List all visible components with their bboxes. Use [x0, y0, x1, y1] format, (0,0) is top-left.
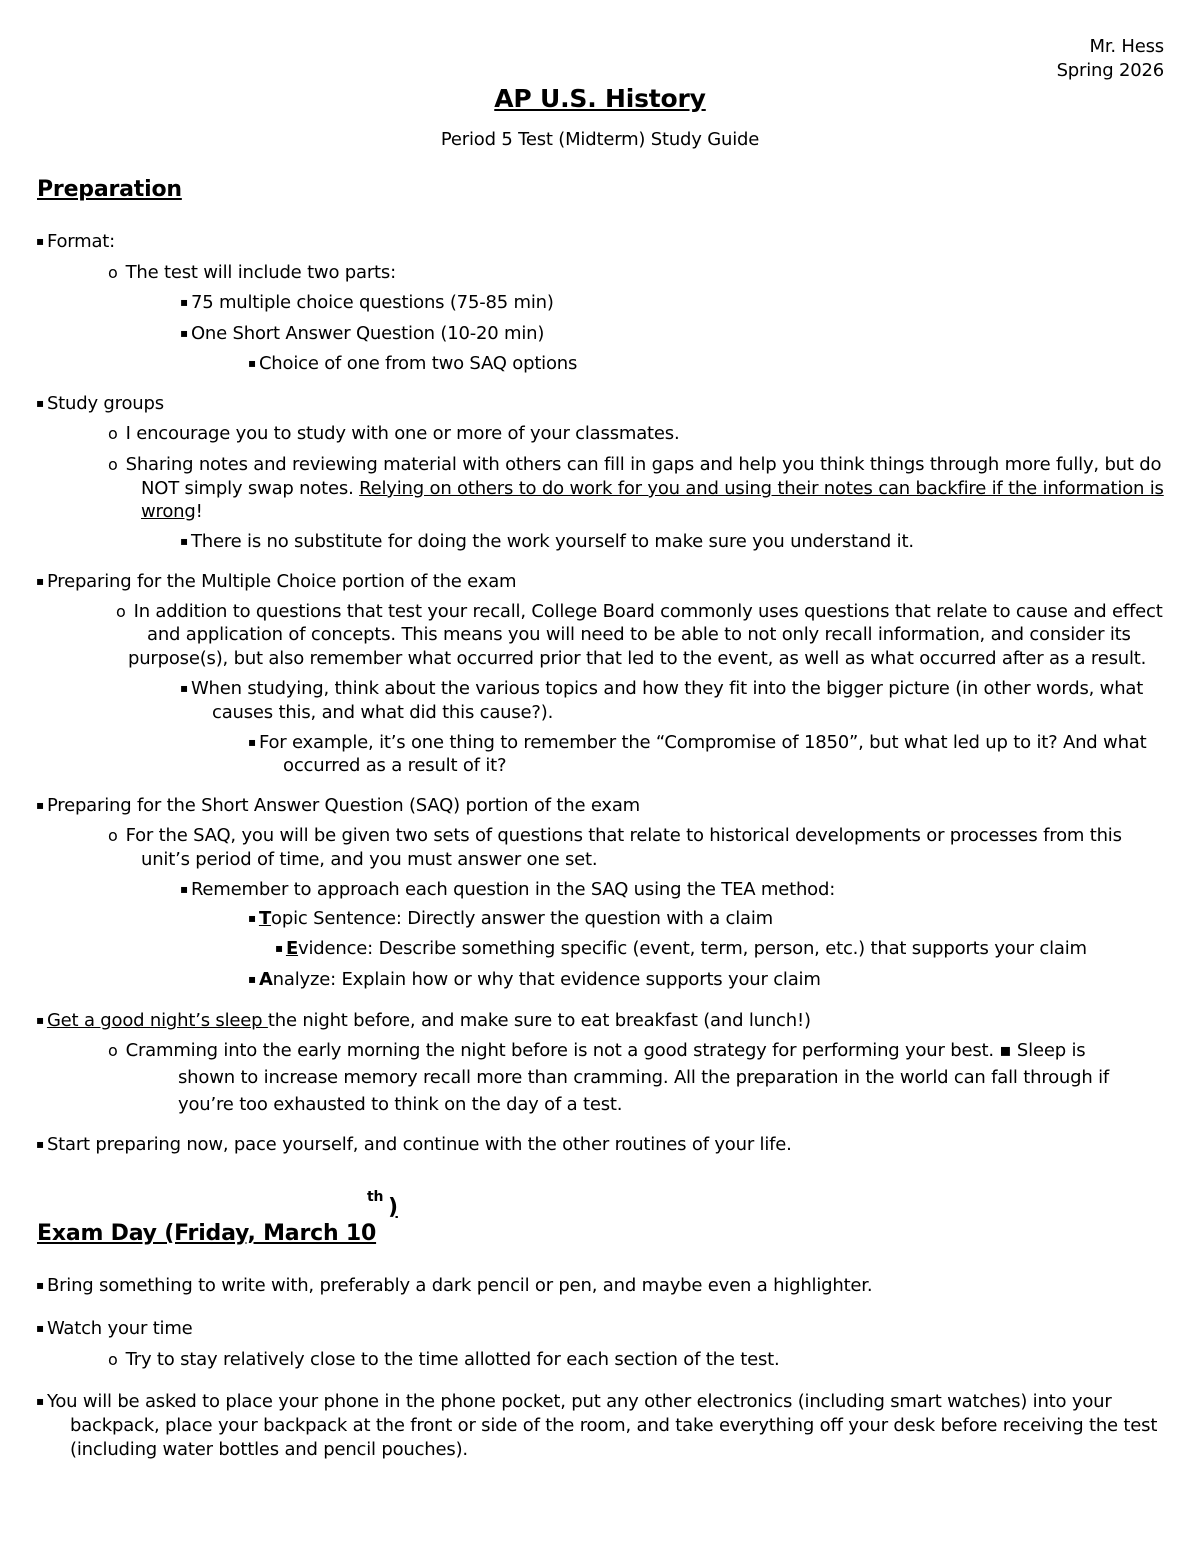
mc-line2: and application of concepts. This means you will need to be able to not only recall information, and consider its	[147, 624, 1131, 645]
bullet-marker: ▪	[36, 1013, 44, 1027]
tea-a-letter: A	[258, 969, 273, 990]
format-part2-text: One Short Answer Question (10-20 min)	[190, 323, 545, 344]
tea-topic	[248, 907, 773, 932]
bullet-marker: ▪	[36, 1394, 44, 1408]
cram-line1-text: Cramming into the early morning the night before is not a good strategy for performing your best. ▪ Sleep is	[125, 1040, 1086, 1061]
saq-tea-intro-text: Remember to approach each question in the SAQ using the TEA method:	[190, 879, 836, 900]
mc-example-line2: occurred as a result of it?	[283, 755, 507, 776]
saq-label: Preparing for the Short Answer Question (SAQ) portion of the exam	[46, 795, 641, 816]
tea-t-letter: T	[258, 908, 272, 929]
bullet-marker: ▪	[248, 911, 256, 925]
saq-tea-intro	[180, 878, 835, 903]
preparation-heading: Preparation	[37, 177, 182, 202]
bullet-marker: ▪	[36, 1137, 44, 1151]
bullet-marker: ▪	[36, 1321, 44, 1335]
study-sharing-text: Sharing notes and reviewing material with others can fill in gaps and help you think things through more fully, but do	[125, 454, 1162, 475]
heading-superscript: th	[367, 1189, 384, 1205]
bullet-marker: ▪	[36, 1278, 44, 1292]
study-sharing-line2	[141, 477, 1164, 501]
circle-marker: o	[116, 602, 126, 621]
watch-item	[36, 1317, 193, 1342]
saq-line2: unit’s period of time, and you must answer one set.	[141, 849, 598, 870]
start-text: Start preparing now, pace yourself, and continue with the other routines of your life.	[46, 1134, 792, 1155]
sharing-exclaim: !	[195, 501, 203, 522]
circle-marker: o	[108, 826, 118, 845]
mc-studying-line1	[180, 677, 1143, 702]
bullet-marker: ▪	[180, 681, 188, 695]
sleep-rest: the night before, and make sure to eat breakfast (and lunch!)	[267, 1010, 811, 1031]
mc-studying-line2: causes this, and what did this cause?).	[212, 702, 554, 723]
format-part2	[180, 322, 544, 347]
page-title: AP U.S. History	[494, 84, 706, 113]
bullet-marker: ▪	[248, 735, 256, 749]
mc-line1-text: In addition to questions that test your recall, College Board commonly uses questions that relate to cause and effect	[133, 601, 1163, 622]
format-part1	[180, 291, 554, 316]
bullet-marker: ▪	[180, 326, 188, 340]
bullet-marker: ▪	[36, 798, 44, 812]
bullet-marker: ▪	[36, 234, 44, 248]
bullet-marker: ▪	[180, 882, 188, 896]
sharing-underlined-text: Relying on others to do work for you and using their notes can backfire if the information is	[359, 478, 1164, 499]
teacher-name: Mr. Hess	[1089, 36, 1164, 57]
format-intro	[108, 261, 396, 285]
tea-t-text: opic Sentence: Directly answer the question with a claim	[271, 908, 773, 929]
mc-example-text: For example, it’s one thing to remember the “Compromise of 1850”, but what led up to it? And what	[258, 732, 1147, 753]
circle-marker: o	[108, 263, 118, 282]
format-label: Format:	[46, 231, 116, 252]
circle-marker: o	[108, 1041, 118, 1060]
no-substitute-text: There is no substitute for doing the work yourself to make sure you understand it.	[190, 531, 914, 552]
tea-evidence	[275, 937, 1087, 962]
cram-line1	[108, 1039, 1085, 1063]
start-item	[36, 1133, 792, 1158]
bring-item	[36, 1274, 872, 1299]
circle-marker: o	[108, 1350, 118, 1369]
bullet-marker: ▪	[180, 295, 188, 309]
tea-e-text: vidence: Describe something specific (event, term, person, etc.) that supports your claim	[298, 938, 1087, 959]
term-label: Spring 2026	[1056, 60, 1164, 81]
study-encourage-text: I encourage you to study with one or more of your classmates.	[125, 423, 680, 444]
bullet-marker: ▪	[180, 534, 188, 548]
saq-item	[36, 794, 640, 819]
bullet-marker: ▪	[36, 574, 44, 588]
format-intro-text: The test will include two parts:	[125, 262, 396, 283]
study-groups-item	[36, 392, 164, 417]
mc-item	[36, 570, 516, 595]
exam-day-heading: Exam Day (Friday, March 10	[37, 1221, 377, 1246]
phone-line2: backpack, place your backpack at the front or side of the room, and take everything off your desk before receiving the test	[70, 1415, 1158, 1436]
mc-studying-text: When studying, think about the various topics and how they fit into the bigger picture (in other words, what	[190, 678, 1144, 699]
format-part1-text: 75 multiple choice questions (75-85 min)	[190, 292, 554, 313]
sleep-item	[36, 1009, 811, 1034]
phone-line3: (including water bottles and pencil pouches).	[70, 1439, 468, 1460]
format-item	[36, 230, 115, 255]
saq-line1-text: For the SAQ, you will be given two sets of questions that relate to historical developments or processes from this	[125, 825, 1122, 846]
format-part2-note-text: Choice of one from two SAQ options	[258, 353, 578, 374]
mc-label: Preparing for the Multiple Choice portion of the exam	[46, 571, 517, 592]
circle-marker: o	[108, 455, 118, 474]
study-encourage	[108, 422, 679, 446]
study-groups-label: Study groups	[46, 393, 164, 414]
bring-text: Bring something to write with, preferably a dark pencil or pen, and maybe even a highlighter.	[46, 1275, 873, 1296]
saq-line1	[108, 824, 1122, 848]
sleep-underlined: Get a good night’s sleep	[46, 1010, 268, 1031]
study-sharing-line3	[141, 500, 203, 524]
bullet-marker: ▪	[248, 972, 256, 986]
bullet-marker: ▪	[248, 356, 256, 370]
watch-note-text: Try to stay relatively close to the time allotted for each section of the test.	[125, 1349, 780, 1370]
bullet-marker: ▪	[275, 941, 283, 955]
cram-line2: shown to increase memory recall more than cramming. All the preparation in the world can fall through if	[178, 1067, 1110, 1088]
tea-a-text: nalyze: Explain how or why that evidence supports your claim	[272, 969, 821, 990]
heading-close-paren: )	[388, 1195, 398, 1220]
watch-note	[108, 1348, 780, 1372]
tea-e-letter: E	[285, 938, 299, 959]
tea-analyze	[248, 968, 821, 993]
phone-line1	[36, 1390, 1112, 1415]
sharing-plain-text: NOT simply swap notes.	[141, 478, 360, 499]
phone-line1-text: You will be asked to place your phone in the phone pocket, put any other electronics (including smart watches) into your	[46, 1391, 1112, 1412]
bullet-marker: ▪	[36, 396, 44, 410]
watch-label: Watch your time	[46, 1318, 193, 1339]
mc-example-line1	[248, 731, 1146, 756]
sharing-wrong-text: wrong	[141, 501, 196, 522]
no-substitute-item	[180, 530, 914, 555]
format-part2-note	[248, 352, 577, 377]
mc-line3: purpose(s), but also remember what occurred prior that led to the event, as well as what occurred after as a result.	[128, 648, 1147, 669]
circle-marker: o	[108, 424, 118, 443]
mc-line1	[116, 600, 1163, 624]
cram-line3: you’re too exhausted to think on the day of a test.	[178, 1094, 623, 1115]
study-sharing-line1	[108, 453, 1161, 477]
page-subtitle: Period 5 Test (Midterm) Study Guide	[440, 129, 760, 150]
